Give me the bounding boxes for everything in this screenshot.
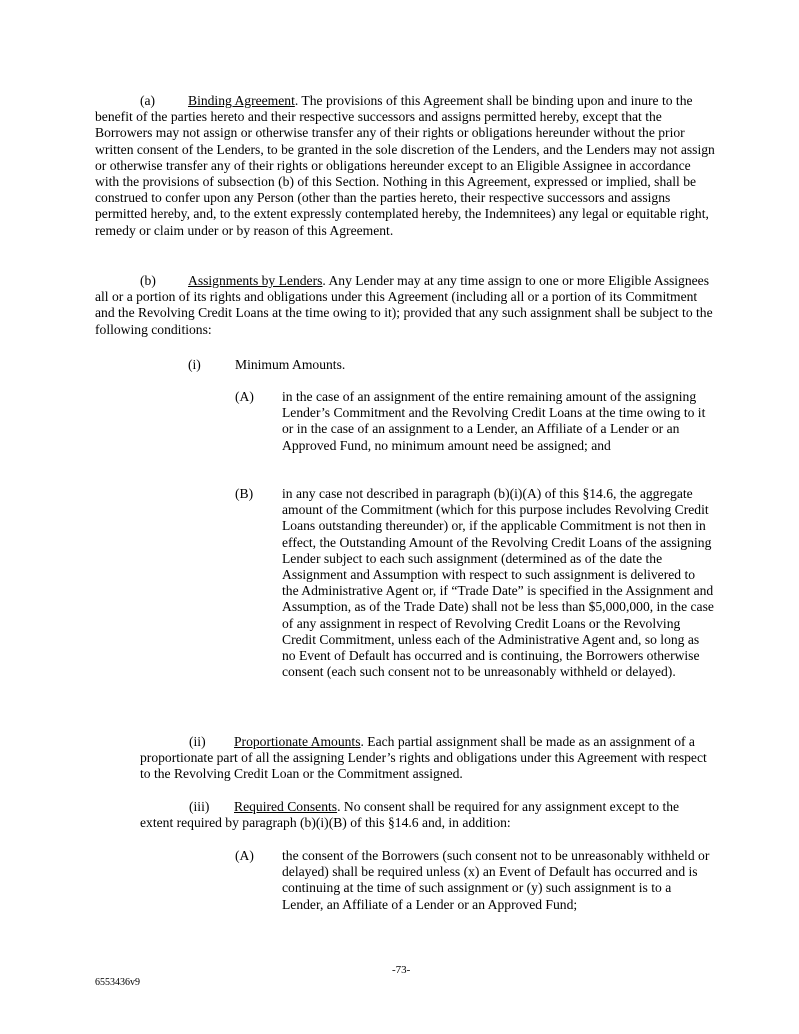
item-ii-paragraph [140, 734, 715, 783]
section-a-label: (a) [140, 93, 156, 108]
section-b-heading: Assignments by Lenders [188, 273, 323, 288]
item-iii-a-text: the consent of the Borrowers (such consent not to be unreasonably withheld or delayed) shall be required unless (x) an Event of Default has occurred and is continuing at the time of such assignment or (y) such assignment is to a Lender, an Affiliate of a Lender or an Approved Fund; [282, 848, 710, 912]
item-i-heading: Minimum Amounts. [235, 357, 346, 372]
item-ii-text: . Each partial assignment shall be made as an assignment of a proportionate part of all the assigning Lender’s rights and obligations under this Agreement with respect to the Revolving Credit Loan or the Commitment assigned. [140, 734, 707, 782]
section-b-paragraph [95, 273, 715, 338]
item-iii-text: . No consent shall be required for any assignment except to the extent required by paragraph (b)(i)(B) of this §14.6 and, in addition: [140, 799, 680, 831]
item-iii-heading: Required Consents [234, 799, 338, 814]
item-i-b-text: in any case not described in paragraph (b)(i)(A) of this §14.6, the aggregate amount of the Commitment (which for this purpose includes Revolving Credit Loans outstanding thereunder) or, if the applicable Commitment is not then in effect, the Outstanding Amount of the Revolving Credit Loans of the assigning Lender subject to each such assignment (determined as of the date the Assignment and Assumption with respect to such assignment is delivered to the Administrative Agent or, if “Trade Date” is specified in the Assignment and Assumption, as of the Trade Date) shall not be less than $5,000,000, in the case of any assignment in respect of Revolving Credit Loans or the Revolving Credit Commitment, unless each of the Administrative Agent and, so long as no Event of Default has occurred and is continuing, the Borrowers otherwise consent (each such consent not to be unreasonably withheld or delayed). [282, 486, 714, 680]
item-iii-paragraph [140, 799, 715, 831]
item-iii-a-label: (A) [235, 848, 254, 863]
document-id: 6553436v9 [95, 977, 140, 988]
item-i-a-label: (A) [235, 389, 254, 404]
item-ii-label: (ii) [189, 734, 206, 749]
item-i-label: (i) [188, 357, 201, 372]
section-b-label: (b) [140, 273, 156, 288]
item-ii-heading: Proportionate Amounts [234, 734, 361, 749]
section-a-heading: Binding Agreement [188, 93, 295, 108]
item-i-b-label: (B) [235, 486, 254, 501]
section-b-text: . Any Lender may at any time assign to one or more Eligible Assignees all or a portion of its rights and obligations under this Agreement (including all or a portion of its Commitment and the Revolving Credit Loans at the time owing to it); provided that any such assignment shall be subject to the following conditions: [95, 273, 713, 337]
item-i-a-text: in the case of an assignment of the entire remaining amount of the assigning Lender’s Commitment and the Revolving Credit Loans at the time owing to it or in the case of an assignment to a Lender, an Affiliate of a Lender or an Approved Fund, no minimum amount need be assigned; and [282, 389, 706, 453]
page-number: -73- [392, 964, 411, 976]
section-a-paragraph [95, 93, 715, 239]
item-iii-label: (iii) [189, 799, 210, 814]
section-a-text: . The provisions of this Agreement shall be binding upon and inure to the benefit of the parties hereto and their respective successors and assigns permitted hereby, except that the Borrowers may not assign or otherwise transfer any of their rights or obligations hereunder without the prior written consent of the Lenders, to be granted in the sole discretion of the Lenders, and the Lenders may not assign or otherwise transfer any of their rights or obligations hereunder except to an Eligible Assignee in accordance with the provisions of subsection (b) of this Section. Nothing in this Agreement, expressed or implied, shall be construed to confer upon any Person (other than the parties hereto, their respective successors and assigns permitted hereby, and, to the extent expressly contemplated hereby, the Indemnitees) any legal or equitable right, remedy or claim under or by reason of this Agreement. [95, 93, 715, 238]
